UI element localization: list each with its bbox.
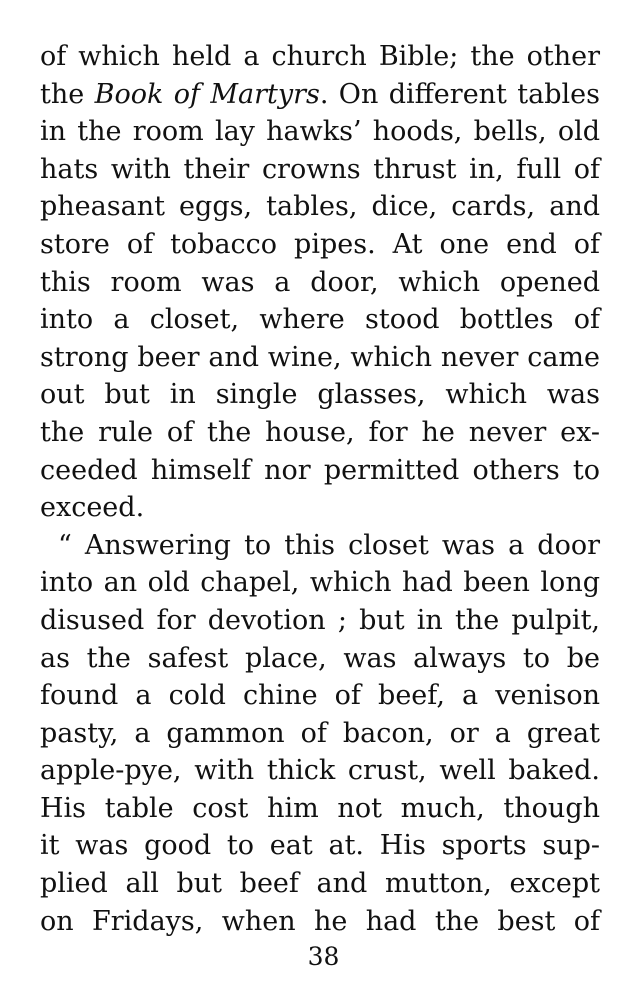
text-line: the rule of the house, for he never ex- xyxy=(40,416,600,448)
text-line: strong beer and wine, which never came xyxy=(40,341,600,373)
text-line: on Fridays, when he had the best of xyxy=(40,905,600,937)
page-number: 38 xyxy=(307,942,340,971)
text-line-before: the xyxy=(40,78,95,110)
text-line: pheasant eggs, tables, dice, cards, and xyxy=(40,191,600,223)
italic-book-title: Book of Martyrs xyxy=(94,78,320,110)
text-line: found a cold chine of beef, a venison xyxy=(40,680,600,712)
text-line: into a closet, where stood bottles of xyxy=(40,304,600,336)
text-line: store of tobacco pipes. At one end of xyxy=(40,228,600,260)
text-line: apple-pye, with thick crust, well baked. xyxy=(40,755,600,787)
text-line: disused for devotion ; but in the pulpit, xyxy=(40,604,600,636)
text-line: exceed. xyxy=(40,492,145,524)
text-line: as the safest place, was always to be xyxy=(40,642,600,674)
text-line-after: . On different tables xyxy=(319,78,600,110)
text-line: it was good to eat at. His sports sup- xyxy=(40,830,600,862)
text-line: out but in single glasses, which was xyxy=(40,379,600,411)
text-line: ceeded himself nor permitted others to xyxy=(40,454,600,486)
text-line: “ Answering to this closet was a door xyxy=(58,529,600,561)
text-line: of which held a church Bible; the other xyxy=(40,41,600,72)
text-line: this room was a door, which opened xyxy=(40,266,600,298)
text-line: hats with their crowns thrust in, full of xyxy=(40,153,600,185)
text-line: pasty, a gammon of bacon, or a great xyxy=(40,717,600,749)
text-line: His table cost him not much, though xyxy=(40,792,600,824)
text-line xyxy=(40,76,600,114)
text-line: in the room lay hawks’ hoods, bells, old xyxy=(40,116,600,148)
body-text xyxy=(40,38,600,940)
text-line: into an old chapel, which had been long xyxy=(40,567,600,599)
text-line: plied all but beef and mutton, except xyxy=(40,868,600,900)
